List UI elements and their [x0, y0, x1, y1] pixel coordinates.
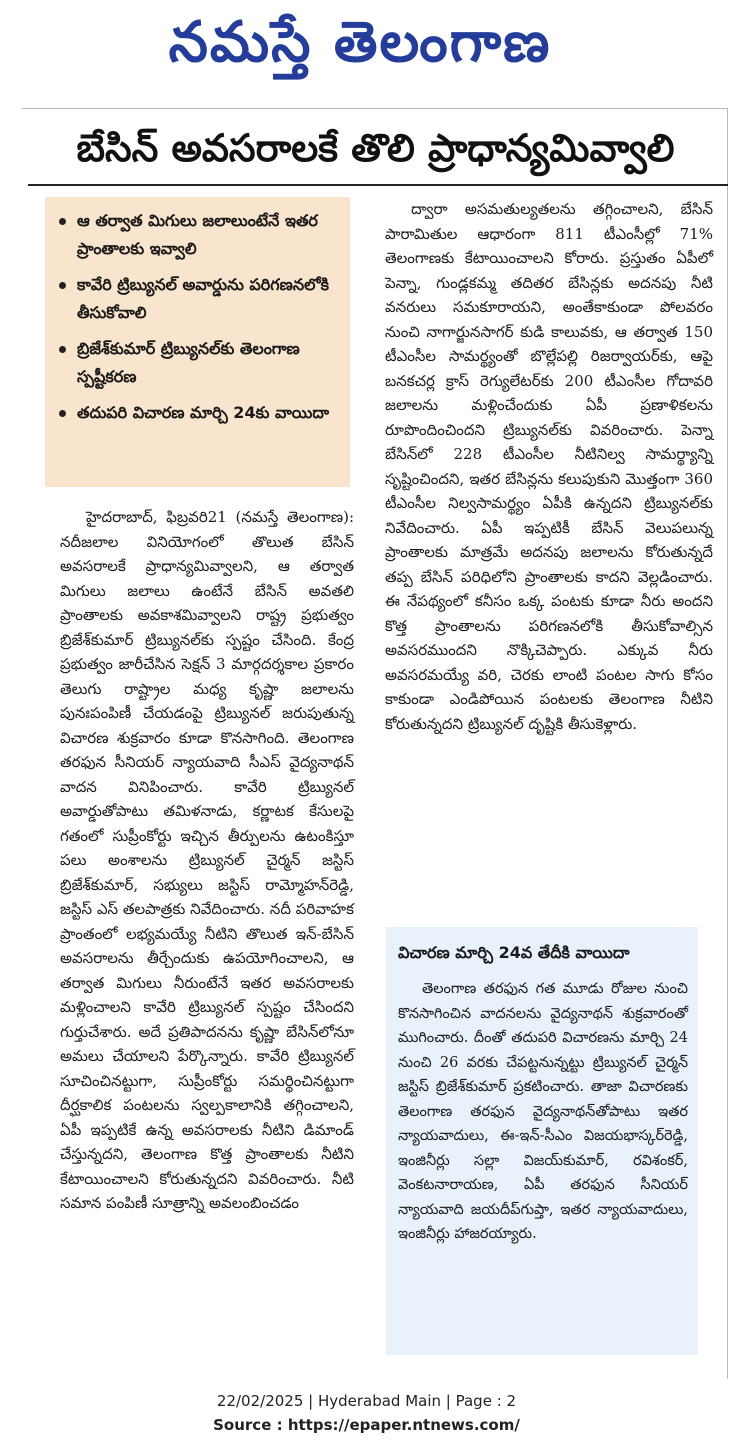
article-body-left: హైదరాబాద్, ఫిబ్రవరి21 (నమస్తే తెలంగాణ): నదీజలాల వినియోగంలో తొలుత బేసిన్ అవసరాలకే ప్రాధాన్యమివ్వాలని, ఆ తర్వాత మిగులు జలాలు ఉంటేనే బేసిన్ అవతలి ప్రాంతాలకు అవకాశమివ్వాలని రాష్ట్ర ప్రభుత్వం బ్రిజేశ్‌కుమార్ ట్రిబ్యునల్‌కు స్పష్టం చేసింది. కేంద్ర ప్రభుత్వం జారీచేసిన సెక్షన్ 3 మార్గదర్శకాల ప్రకారం తెలుగు రాష్ట్రాల మధ్య కృష్ణా జలాలను పునఃపంపిణీ చేయడంపై ట్రిబ్యునల్ జరుపుతున్న విచారణ శుక్రవారం కూడా కొనసాగింది. తెలంగాణ తరఫున సీనియర్ న్యాయవాది సీఎస్ వైద్యనాథన్ వాదన వినిపించారు. కావేరి ట్రిబ్యునల్ అవార్డుతోపాటు తమిళనాడు, కర్ణాటక కేసులపై గతంలో సుప్రీంకోర్టు ఇచ్చిన తీర్పులను ఉటంకిస్తూ పలు అంశాలను ట్రిబ్యునల్ చైర్మన్ జస్టిస్ బ్రిజేశ్‌కుమార్, సభ్యులు జస్టిస్ రామ్మోహన్‌రెడ్డి, జస్టిస్ ఎస్ తలపాత్రకు నివేదించారు. నదీ పరివాహక ప్రాంతంలో లభ్యమయ్యే నీటిని తొలుత ఇన్-బేసిన్ అవసరాలను తీర్చేందుకు ఉపయోగించాలని, ఆ తర్వాత మిగులు నీరుంటేనే ఇతర అవసరాలకు మళ్లించాలని కావేరి ట్రిబ్యునల్ స్పష్టం చేసిందని గుర్తుచేశారు. అదే ప్రతిపాదనను కృష్ణా బేసిన్‌లోనూ అమలు చేయాలని పేర్కొన్నారు. కావేరి ట్రిబ్యునల్ సూచించినట్టుగా, సుప్రీంకోర్టు సమర్థించినట్టుగా దీర్ఘకాలిక పంటలను స్వల్పకాలానికి తగ్గించాలని, ఏపీ ఇప్పటికే ఉన్న అవసరాలకు నీటిని డిమాండ్ చేస్తున్నదని, తెలంగాణ కొత్త ప్రాంతాలకు నీటిని కేటాయించాలని కోరుతున్నదని వివరించారు. నీటి సమాన పంపిణీ సూత్రాన్ని అవలంబించడం [60, 508, 354, 1212]
article-body-right-column [385, 197, 713, 736]
footer-source-link[interactable]: Source : https://epaper.ntnews.com/ [213, 1416, 520, 1434]
highlights-list [59, 207, 340, 427]
subsection-heading: విచారణ మార్చి 24వ తేదీకి వాయిదా [398, 943, 630, 962]
subsection-body: తెలంగాణ తరఫున గత మూడు రోజుల నుంచి కొనసాగించిన వాదనలను వైద్యనాథన్ శుక్రవారంతో ముగించారు. దీంతో తదుపరి విచారణను మార్చి 24 నుంచి 26 వరకు చేపట్టనున్నట్టు ట్రిబ్యునల్ చైర్మన్ జస్టిస్ బ్రిజేశ్‌కుమార్ ప్రకటించారు. తాజా విచారణకు తెలంగాణ తరఫున వైద్యనాథన్‌తోపాటు ఇతర న్యాయవాదులు, ఈ-ఇన్-సీఎం విజయభాస్కర్‌రెడ్డి, ఇంజినీర్లు సల్లా విజయ్‌కుమార్, రవిశంకర్, వెంకటనారాయణ, ఏపీ తరఫున సీనియర్ న్యాయవాది జయదీప్‌గుప్తా, ఇతర న్యాయవాదులు, ఇంజినీర్లు హాజరయ్యారు. [398, 981, 688, 1242]
bullet-icon [59, 346, 66, 353]
footer-edition-info: 22/02/2025 | Hyderabad Main | Page : 2 [216, 1392, 517, 1410]
article-body-right: ద్వారా అసమతుల్యతలను తగ్గించాలని, బేసిన్ పారామితుల ఆధారంగా 811 టీఎంసీల్లో 71% తెలంగాణకు కేటాయించాలని కోరారు. ప్రస్తుతం ఏపీలో పెన్నా, గుండ్లకమ్మ తదితర బేసిన్లకు అదనపు నీటి వనరులు సమకూరాయని, అంతేకాకుండా పోలవరం నుంచి నాగార్జునసాగర్ కుడి కాలువకు, ఆ తర్వాత 150 టీఎంసీల సామర్థ్యంతో బొల్లేపల్లి రిజర్వాయర్‌కు, ఆపై బనకచర్ల క్రాస్ రెగ్యులేటర్‌కు 200 టీఎంసీల గోదావరి జలాలను మళ్లించేందుకు ఏపీ ప్రణాళికలను రూపొందించిందని ట్రిబ్యునల్‌కు వివరించారు. పెన్నా బేసిన్‌లో 228 టీఎంసీల నీటినిల్వ సామర్థ్యాన్ని సృష్టించిందని, ఇతర బేసిన్లను కలుపుకుని మొత్తంగా 360 టీఎంసీల నిల్వసామర్థ్యం ఏపీకి ఉన్నదని ట్రిబ్యునల్‌కు నివేదించారు. ఏపీ ఇప్పటికీ బేసిన్ వెలుపలున్న ప్రాంతాలకు మాత్రమే అదనపు జలాలను కోరుతున్నదే తప్ప బేసిన్ పరిధిలోని ప్రాంతాలకు కాదని వెల్లడించారు. ఈ నేపథ్యంలో కనీసం ఒక్క పంటకు కూడా నీరు అందని కొత్త ప్రాంతాలను పరిగణనలోకి తీసుకోవాల్సిన అవసరముందని నొక్కిచెప్పారు. ఎక్కువ నీరు అవసరమయ్యే వరి, చెరకు లాంటి పంటల సాగు కోసం కాకుండా ఎండిపోయిన పంటలకు తెలంగాణ నీటిని కోరుతున్నదని ట్రిబ్యునల్ దృష్టికి తీసుకెళ్లారు. [385, 200, 713, 733]
masthead-logo: నమస్తే తెలంగాణ [168, 10, 552, 75]
highlight-item [59, 335, 340, 391]
article-headline: బేసిన్ అవసరాలకే తొలి ప్రాధాన్యమివ్వాలి [76, 126, 675, 170]
highlight-item [59, 399, 340, 427]
bullet-icon [59, 218, 66, 225]
highlight-text: ఆ తర్వాత మిగులు జలాలుంటేనే ఇతర ప్రాంతాలకు ఇవ్వాలి [77, 211, 318, 258]
subsection-box [386, 927, 698, 1355]
bullet-icon [59, 282, 66, 289]
highlight-text: బ్రిజేశ్‌కుమార్ ట్రిబ్యునల్‌కు తెలంగాణ స్పష్టీకరణ [77, 339, 300, 386]
headline-divider [28, 184, 728, 186]
article-body-left-column [60, 505, 354, 1216]
highlights-box [45, 197, 350, 487]
bullet-icon [59, 410, 66, 417]
highlight-text: కావేరి ట్రిబ్యునల్ అవార్డును పరిగణనలోకి తీసుకోవాలి [77, 275, 329, 322]
highlight-item [59, 207, 340, 263]
highlight-text: తదుపరి విచారణ మార్చి 24కు వాయిదా [77, 403, 330, 422]
highlight-item [59, 271, 340, 327]
